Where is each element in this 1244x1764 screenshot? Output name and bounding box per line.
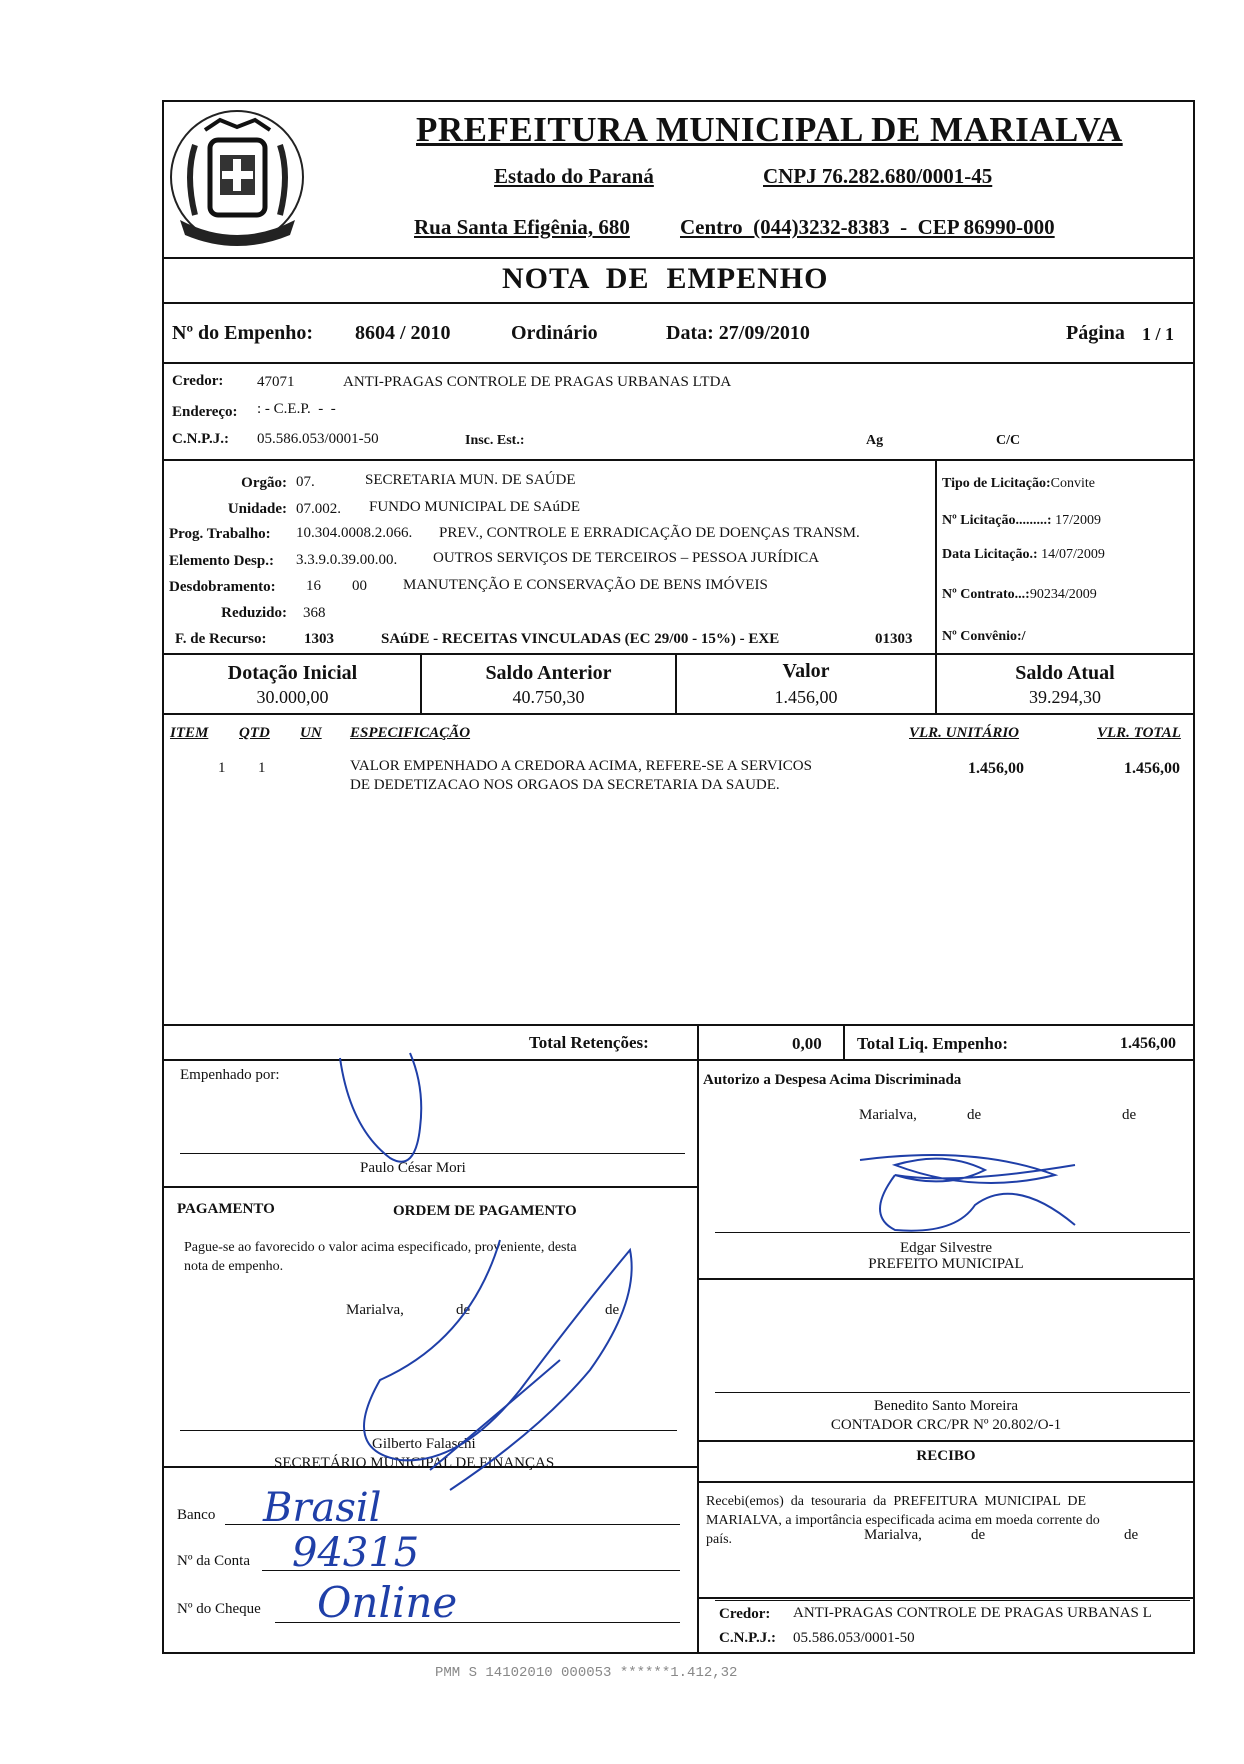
prog-trabalho-name: PREV., CONTROLE E ERRADICAÇÃO DE DOENÇAS TRANSM. [439, 525, 860, 541]
col-item: ITEM [170, 725, 209, 741]
saldo-atual-label: Saldo Atual [1015, 662, 1115, 684]
item-total-value: 1.456,00 [1124, 760, 1180, 777]
col-especificacao: ESPECIFICAÇÃO [350, 725, 471, 741]
cnpj-value: 05.586.053/0001-50 [257, 431, 379, 447]
secretario-role: SECRETÁRIO MUNICIPAL DE FINANÇAS [274, 1455, 555, 1471]
contrato-value: 90234/2009 [1029, 587, 1097, 602]
municipality-cnpj: CNPJ 76.282.680/0001-45 [763, 164, 993, 188]
insc-est-label: Insc. Est.: [465, 433, 525, 448]
pagamento-label: PAGAMENTO [177, 1201, 275, 1217]
reduzido-label: Reduzido: [221, 605, 287, 621]
valor-value: 1.456,00 [774, 687, 838, 707]
municipality-address: Rua Santa Efigênia, 680 [414, 215, 630, 239]
dotacao-value: 30.000,00 [256, 687, 329, 707]
recibo-text-2: MARIALVA, a importância especificada acima em moeda corrente do [706, 1513, 1100, 1528]
cc-label: C/C [996, 433, 1021, 448]
empenhado-por-name: Paulo César Mori [360, 1160, 466, 1176]
recibo-place: Marialva, [864, 1527, 922, 1543]
endereco-label: Endereço: [172, 404, 238, 420]
prefeito-name: Edgar Silvestre [899, 1240, 993, 1256]
saldo-atual-value: 39.294,30 [1029, 687, 1101, 707]
empenho-type: Ordinário [511, 322, 598, 344]
recurso-label: F. de Recurso: [175, 631, 267, 647]
credor-label: Credor: [172, 373, 224, 389]
liquido-value: 1.456,00 [1120, 1035, 1176, 1052]
cnpj-label: C.N.P.J.: [172, 431, 229, 447]
recibo-credor-label: Credor: [719, 1606, 771, 1622]
cheque-handwritten: Online [317, 1578, 458, 1627]
orgao-label: Orgão: [241, 475, 287, 491]
autorizo-de2: de [1122, 1107, 1137, 1123]
empenhado-por-label: Empenhado por: [180, 1067, 280, 1083]
prefeito-signature [855, 1145, 1085, 1235]
elemento-code: 3.3.9.0.39.00.00. [296, 552, 398, 568]
document-title: NOTA DE EMPENHO [502, 262, 829, 295]
secretario-signature [340, 1220, 670, 1510]
saldo-anterior-value: 40.750,30 [512, 687, 585, 707]
recurso-code: 1303 [304, 631, 334, 647]
credor-name: ANTI-PRAGAS CONTROLE DE PRAGAS URBANAS LTDA [343, 374, 732, 390]
cheque-label: Nº do Cheque [177, 1601, 261, 1617]
col-total-value: VLR. TOTAL [1097, 725, 1181, 741]
recibo-label: RECIBO [916, 1448, 976, 1464]
municipality-title: PREFEITURA MUNICIPAL DE MARIALVA [416, 110, 1123, 149]
contrato-label: Nº Contrato...:90234/2009 [942, 587, 1097, 602]
state-label: Estado do Paraná [494, 164, 654, 188]
recibo-de1: de [971, 1527, 986, 1543]
licitacao-num-value: 17/2009 [1055, 513, 1101, 528]
recibo-cnpj-value: 05.586.053/0001-50 [793, 1630, 915, 1646]
autorizo-de1: de [967, 1107, 982, 1123]
item-number: 1 [218, 760, 226, 776]
col-qtd: QTD [239, 725, 270, 741]
ag-label: Ag [866, 433, 884, 448]
recurso-number: 01303 [875, 631, 913, 647]
secretario-name: Gilberto Falaschi [372, 1436, 476, 1452]
liquido-label: Total Liq. Empenho: [857, 1034, 1008, 1053]
elemento-name: OUTROS SERVIÇOS DE TERCEIROS – PESSOA JURÍDICA [433, 550, 820, 566]
dotacao-label: Dotação Inicial [227, 662, 358, 684]
col-un: UN [300, 725, 322, 741]
item-desc-line2: DE DEDETIZACAO NOS ORGAOS DA SECRETARIA DA SAUDE. [350, 777, 780, 793]
empenhado-signature [330, 1048, 440, 1178]
banco-label: Banco [177, 1507, 216, 1523]
item-desc-line1: VALOR EMPENHADO A CREDORA ACIMA, REFERE-SE A SERVICOS [350, 758, 812, 774]
page-number: 1 / 1 [1142, 324, 1175, 344]
conta-label: Nº da Conta [177, 1553, 250, 1569]
prefeito-role: PREFEITO MUNICIPAL [868, 1256, 1024, 1272]
licitacao-data-label: Data Licitação.: 14/07/2009 [942, 547, 1105, 562]
desdobramento-name: MANUTENÇÃO E CONSERVAÇÃO DE BENS IMÓVEIS [403, 577, 768, 593]
convenio-label: Nº Convênio:/ [942, 629, 1026, 644]
empenho-number-label: Nº do Empenho: [172, 322, 314, 344]
pagamento-place: Marialva, [346, 1302, 404, 1318]
desdobramento-code-a: 16 [306, 578, 321, 594]
pagamento-text-1: Pague-se ao favorecido o valor acima especificado, proveniente, desta [184, 1240, 577, 1255]
prog-trabalho-label: Prog. Trabalho: [169, 526, 271, 542]
pagamento-text-2: nota de empenho. [184, 1259, 284, 1274]
ordem-pagamento-label: ORDEM DE PAGAMENTO [393, 1203, 577, 1219]
contador-name: Benedito Santo Moreira [873, 1398, 1019, 1414]
elemento-label: Elemento Desp.: [169, 553, 274, 569]
licitacao-data-value: 14/07/2009 [1041, 547, 1105, 562]
orgao-name: SECRETARIA MUN. DE SAÚDE [365, 472, 576, 488]
unidade-code: 07.002. [296, 501, 341, 517]
orgao-code: 07. [296, 474, 315, 490]
unidade-label: Unidade: [227, 501, 287, 517]
endereco-value: : - C.E.P. - - [257, 401, 336, 417]
retencoes-label: Total Retenções: [529, 1033, 649, 1052]
recibo-text-3: país. [706, 1532, 733, 1547]
conta-handwritten: 94315 [292, 1530, 420, 1576]
tipo-licitacao-value: Convite [1050, 476, 1095, 491]
credor-code: 47071 [257, 374, 295, 390]
pagamento-de1: de [456, 1302, 471, 1318]
page-label: Página [1066, 322, 1125, 344]
item-unit-value: 1.456,00 [968, 760, 1024, 777]
recibo-credor-name: ANTI-PRAGAS CONTROLE DE PRAGAS URBANAS L [793, 1605, 1152, 1621]
banco-handwritten: Brasil [263, 1485, 382, 1531]
recibo-text-1: Recebi(emos) da tesouraria da PREFEITURA MUNICIPAL DE [706, 1494, 1087, 1509]
municipality-contact: Centro (044)3232-8383 - CEP 86990-000 [680, 215, 1055, 239]
municipal-crest [165, 105, 310, 255]
contador-role: CONTADOR CRC/PR Nº 20.802/O-1 [830, 1417, 1062, 1433]
pagamento-de2: de [605, 1302, 620, 1318]
saldo-anterior-label: Saldo Anterior [485, 662, 612, 684]
tipo-licitacao-label: Tipo de Licitação:Convite [942, 476, 1095, 491]
item-qty: 1 [258, 760, 266, 776]
recibo-de2: de [1124, 1527, 1139, 1543]
footer-stamp: PMM S 14102010 000053 ******1.412,32 [435, 1665, 738, 1681]
reduzido-value: 368 [303, 605, 326, 621]
empenho-date: Data: 27/09/2010 [666, 322, 810, 344]
retencoes-value: 0,00 [792, 1034, 822, 1053]
autorizo-place: Marialva, [859, 1107, 917, 1123]
unidade-name: FUNDO MUNICIPAL DE SAúDE [369, 499, 580, 515]
valor-label: Valor [782, 660, 830, 682]
prog-trabalho-code: 10.304.0008.2.066. [296, 525, 413, 541]
licitacao-num-label: Nº Licitação.........: 17/2009 [942, 513, 1101, 528]
recurso-name: SAúDE - RECEITAS VINCULADAS (EC 29/00 - 15%) - EXE [381, 631, 780, 647]
empenho-number: 8604 / 2010 [355, 322, 451, 344]
desdobramento-label: Desdobramento: [169, 579, 276, 595]
col-unit-value: VLR. UNITÁRIO [909, 725, 1020, 741]
desdobramento-code-b: 00 [352, 578, 367, 594]
autorizo-label: Autorizo a Despesa Acima Discriminada [703, 1072, 962, 1088]
recibo-cnpj-label: C.N.P.J.: [719, 1630, 776, 1646]
